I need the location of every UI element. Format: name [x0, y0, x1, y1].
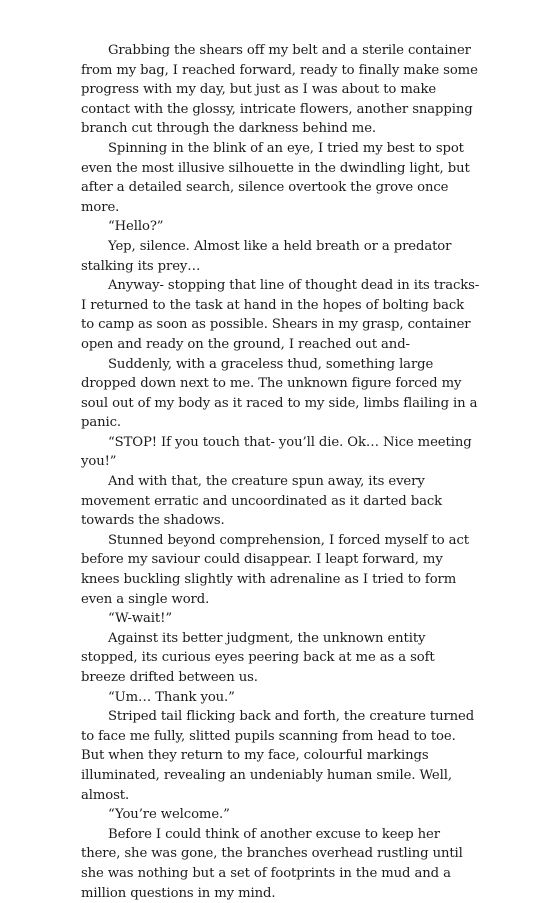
paragraph: Spinning in the blink of an eye, I tried my best to spot even the most illusive silhouette in the dwindling light, but after a detailed search, silence overtook the grove once more. [81, 140, 470, 215]
paragraph: Striped tail flicking back and forth, the creature turned to face me fully, slitted pupils scanning from head to toe. But when they return to my face, colourful markings illuminated, revealing an undeniably human smile. Well, almost. [81, 709, 475, 803]
paragraph: “Um… Thank you.” [108, 689, 235, 705]
paragraph: “W-wait!” [108, 611, 172, 627]
paragraph: Yep, silence. Almost like a held breath or a predator stalking its prey… [81, 238, 452, 274]
paragraph: “Hello?” [108, 219, 164, 235]
document-body [81, 41, 481, 903]
paragraph: Against its better judgment, the unknown entity stopped, its curious eyes peering back at me as a soft breeze drifted between us. [81, 630, 435, 685]
paragraph: “You’re welcome.” [108, 807, 230, 823]
paragraph: Grabbing the shears off my belt and a sterile container from my bag, I reached forward, ready to finally make some progress with my day, but just as I was about to make contact with the glossy, intricate flowers, another snapping branch cut through the darkness behind me. [81, 43, 478, 137]
paragraph: Anyway- stopping that line of thought dead in its tracks- I returned to the task at hand in the hopes of bolting back to camp as soon as possible. Shears in my grasp, container open and ready on the ground, I reached out and- [81, 278, 480, 352]
paragraph: And with that, the creature spun away, its every movement erratic and uncoordinated as it darted back towards the shadows. [81, 474, 443, 529]
paragraph: Suddenly, with a graceless thud, something large dropped down next to me. The unknown figure forced my soul out of my body as it raced to my side, limbs flailing in a panic. [81, 356, 478, 431]
paragraph: Before I could think of another excuse to keep her there, she was gone, the branches overhead rustling until she was nothing but a set of footprints in the mud and a million questions in my mind. [81, 826, 463, 901]
paragraph: Stunned beyond comprehension, I forced myself to act before my saviour could disappear. I leapt forward, my knees buckling slightly with adrenaline as I tried to form even a single word. [81, 532, 469, 607]
paragraph: “STOP! If you touch that- you’ll die. Ok… Nice meeting you!” [81, 434, 472, 470]
